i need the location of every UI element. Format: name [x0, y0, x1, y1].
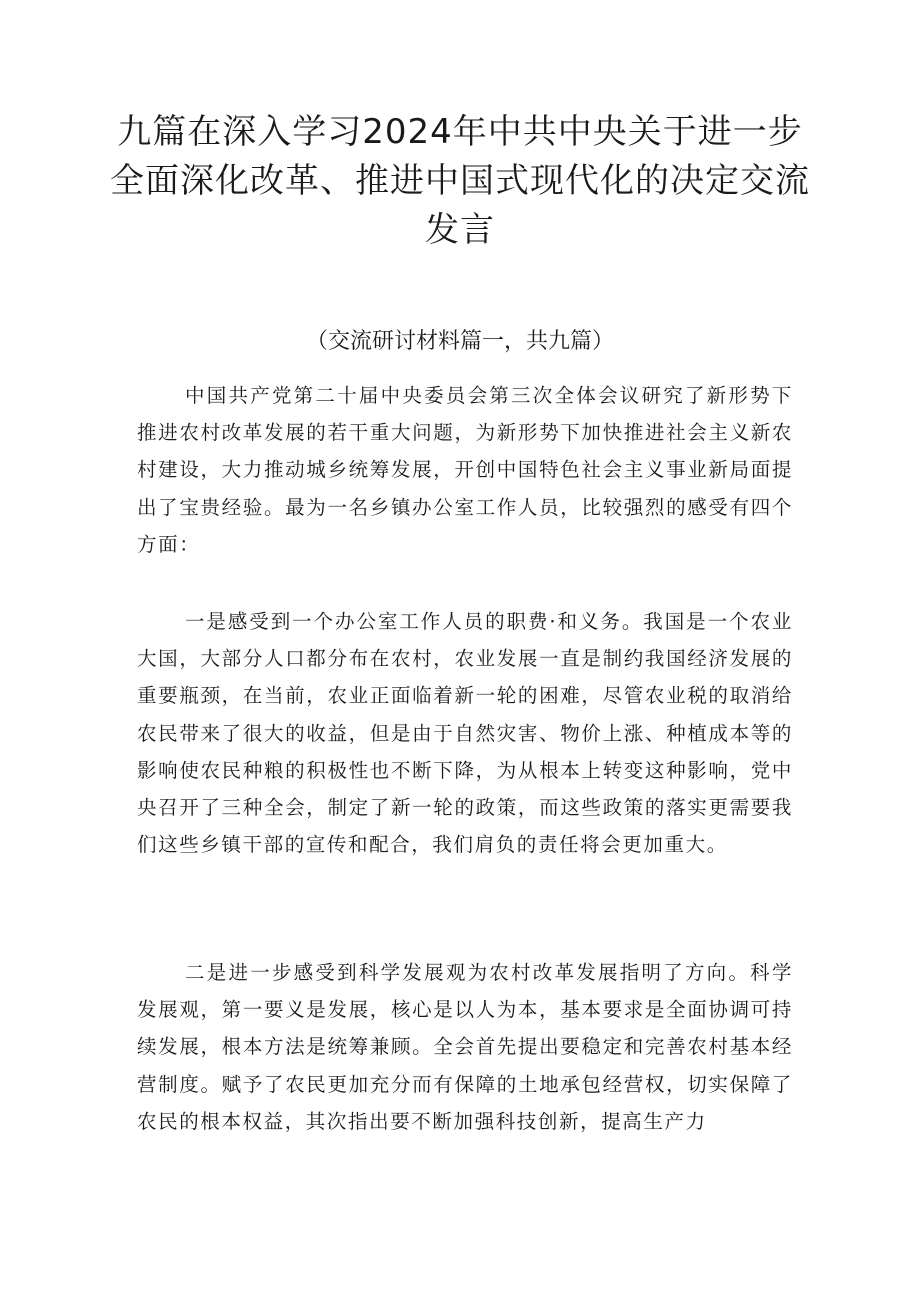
body-paragraph-1: 中国共产党第二十届中央委员会第三次全体会议研究了新形势下推进农村改革发展的若干重大问题，为新形势下加快推进社会主义新农村建设，大力推动城乡统筹发展，开创中国特色社会主义事业新局面提出了宝贵经验。最为一名乡镇办公室工作人员，比较强烈的感受有四个方面：: [137, 384, 793, 556]
body-paragraph-2: 一是感受到一个办公室工作人员的职费·和义务。我国是一个农业大国，大部分人口都分布在农村，农业发展一直是制约我国经济发展的重要瓶颈，在当前，农业正面临着新一轮的困难，尽管农业税的取消给农民带来了很大的收益，但是由于自然灾害、物价上涨、种植成本等的影响使农民种粮的积极性也不断下降，为从根本上转变这种影响，党中央召开了三种全会，制定了新一轮的政策，而这些政策的落实更需要我们这些乡镇干部的宣传和配合，我们肩负的责任将会更加重大。: [137, 610, 793, 857]
document-title: 九篇在深入学习2024年中共中央关于进一步全面深化改革、推进中国式现代化的决定交流发言: [110, 112, 810, 250]
document-subtitle: （交流研讨材料篇一，共九篇）: [305, 329, 614, 354]
body-paragraph-3: 二是进一步感受到科学发展观为农村改革发展指明了方向。科学发展观，第一要义是发展，核心是以人为本，基本要求是全面协调可持续发展，根本方法是统筹兼顾。全会首先提出要稳定和完善农村基本经营制度。赋予了农民更加充分而有保障的土地承包经营权，切实保障了农民的根本权益，其次指出要不断加强科技创新，提高生产力: [137, 961, 793, 1133]
